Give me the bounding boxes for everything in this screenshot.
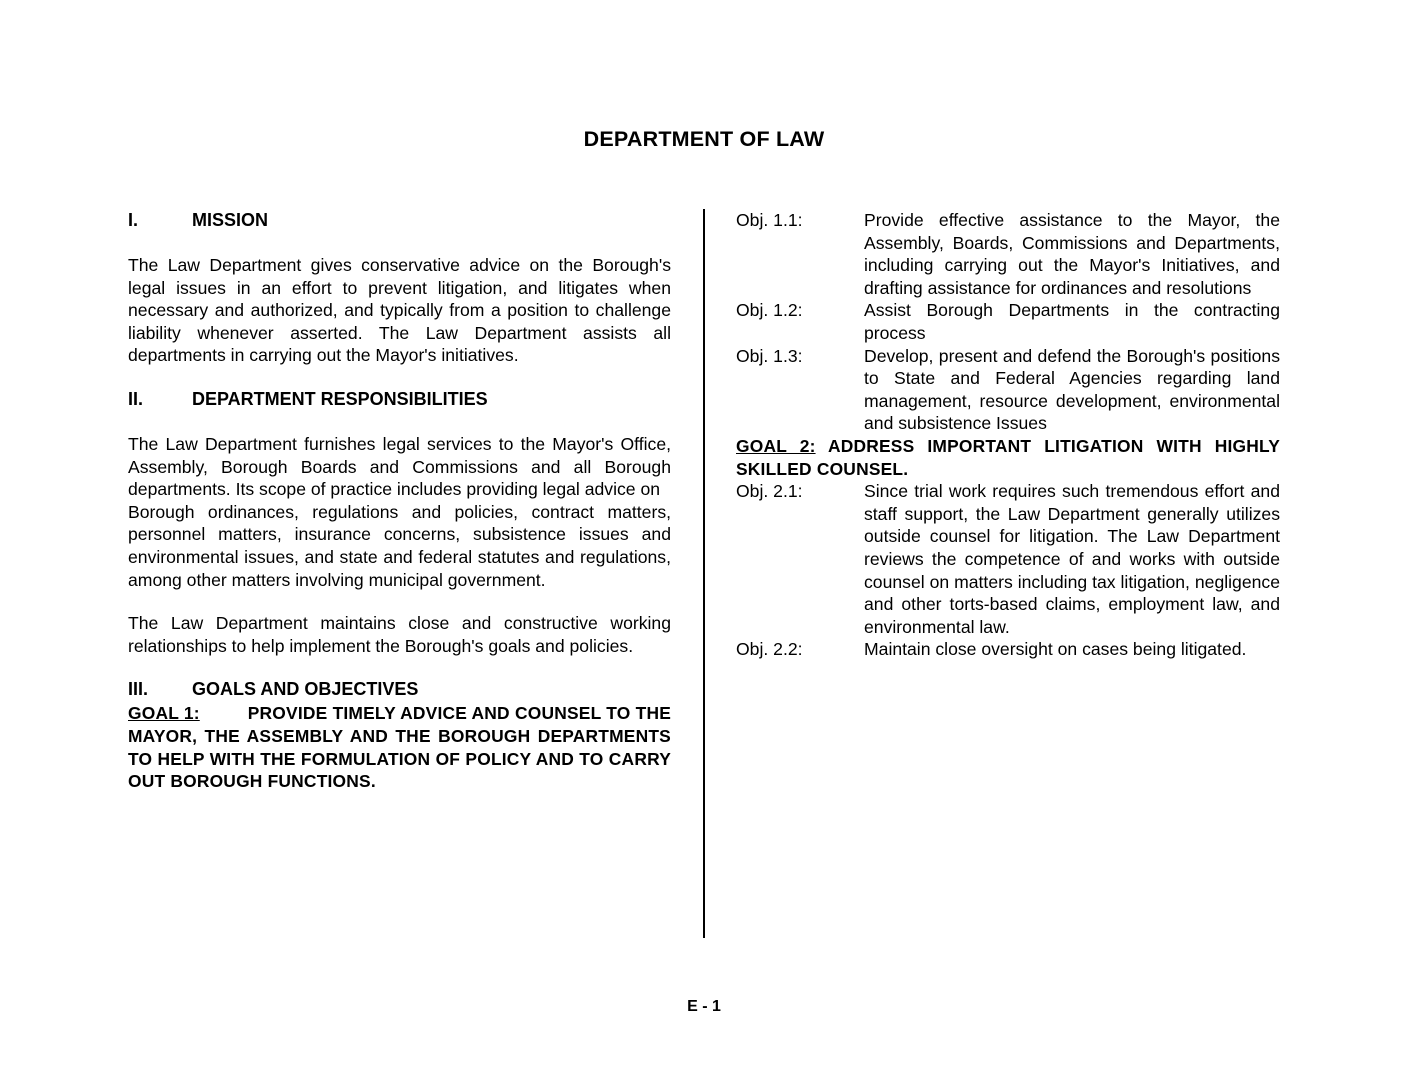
objective-text: Provide effective assistance to the Mayor, the Assembly, Boards, Commissions and Departments, including carrying out the Mayor's Initiatives, and drafting assistance for ordinances and resolutions	[864, 210, 1280, 298]
goal-1	[128, 702, 671, 792]
responsibilities-paragraph-2: The Law Department maintains close and constructive working relationships to help implement the Borough's goals and policies.	[128, 613, 671, 656]
section-title: DEPARTMENT RESPONSIBILITIES	[192, 388, 488, 409]
goal-2	[736, 435, 1280, 480]
right-column	[736, 209, 1280, 661]
objective-2-2	[736, 638, 1280, 661]
objective-1-2	[736, 299, 1280, 344]
objective-1-1	[736, 209, 1280, 299]
responsibilities-paragraph-1a: The Law Department furnishes legal services to the Mayor's Office, Assembly, Borough Boards and Commissions and all Borough departments. Its scope of practice includes providing legal advice on	[128, 433, 671, 500]
goal-1-text: PROVIDE TIMELY ADVICE AND COUNSEL TO THE MAYOR, THE ASSEMBLY AND THE BOROUGH DEPARTMENTS TO HELP WITH THE FORMULATION OF POLICY AND TO CARRY OUT BOROUGH FUNCTIONS.	[128, 703, 671, 792]
section-title: MISSION	[192, 210, 269, 230]
section-number: I.	[128, 210, 139, 230]
mission-paragraph: The Law Department gives conservative advice on the Borough's legal issues in an effort to prevent litigation, and litigates when necessary and authorized, and typically from a position to challenge liability whenever asserted. The Law Department assists all departments in carrying out the Mayor's initiatives.	[128, 255, 671, 366]
page-number: E - 1	[687, 998, 721, 1015]
objective-1-3	[736, 345, 1280, 435]
objective-label: Obj. 1.3:	[736, 345, 803, 366]
objective-label: Obj. 2.2:	[736, 639, 803, 660]
section-heading-mission	[128, 209, 671, 233]
responsibilities-paragraph-1b: Borough ordinances, regulations and policies, contract matters, personnel matters, insurance concerns, subsistence issues and environmental issues, and state and federal statutes and regulations, among other matters involving municipal government.	[128, 501, 671, 590]
column-divider	[703, 209, 705, 938]
objective-label: Obj. 1.1:	[736, 210, 803, 230]
objective-text: Develop, present and defend the Borough's positions to State and Federal Agencies regarding land management, resource development, environmental and subsistence Issues	[864, 345, 1280, 434]
goal-2-text: ADDRESS IMPORTANT LITIGATION WITH HIGHLY SKILLED COUNSEL.	[736, 435, 1280, 479]
objective-text: Maintain close oversight on cases being litigated.	[864, 639, 1247, 660]
objective-2-1	[736, 480, 1280, 638]
objective-label: Obj. 1.2:	[736, 300, 803, 321]
objective-text: Assist Borough Departments in the contracting process	[864, 300, 1280, 343]
objective-label: Obj. 2.1:	[736, 481, 803, 502]
objective-text: Since trial work requires such tremendous effort and staff support, the Law Department generally utilizes outside counsel for litigation. The Law Department reviews the competence of and works with outside counsel on matters including tax litigation, negligence and other torts-based claims, employment law, and environmental law.	[864, 481, 1280, 637]
goal-1-label: GOAL 1:	[128, 703, 200, 724]
left-column	[128, 209, 671, 793]
section-heading-responsibilities	[128, 388, 671, 412]
goal-2-label: GOAL 2:	[736, 435, 816, 456]
section-title: GOALS AND OBJECTIVES	[192, 679, 419, 700]
page-title: DEPARTMENT OF LAW	[583, 127, 825, 151]
section-number: II.	[128, 388, 144, 409]
section-heading-goals	[128, 678, 671, 702]
section-number: III.	[128, 679, 149, 700]
